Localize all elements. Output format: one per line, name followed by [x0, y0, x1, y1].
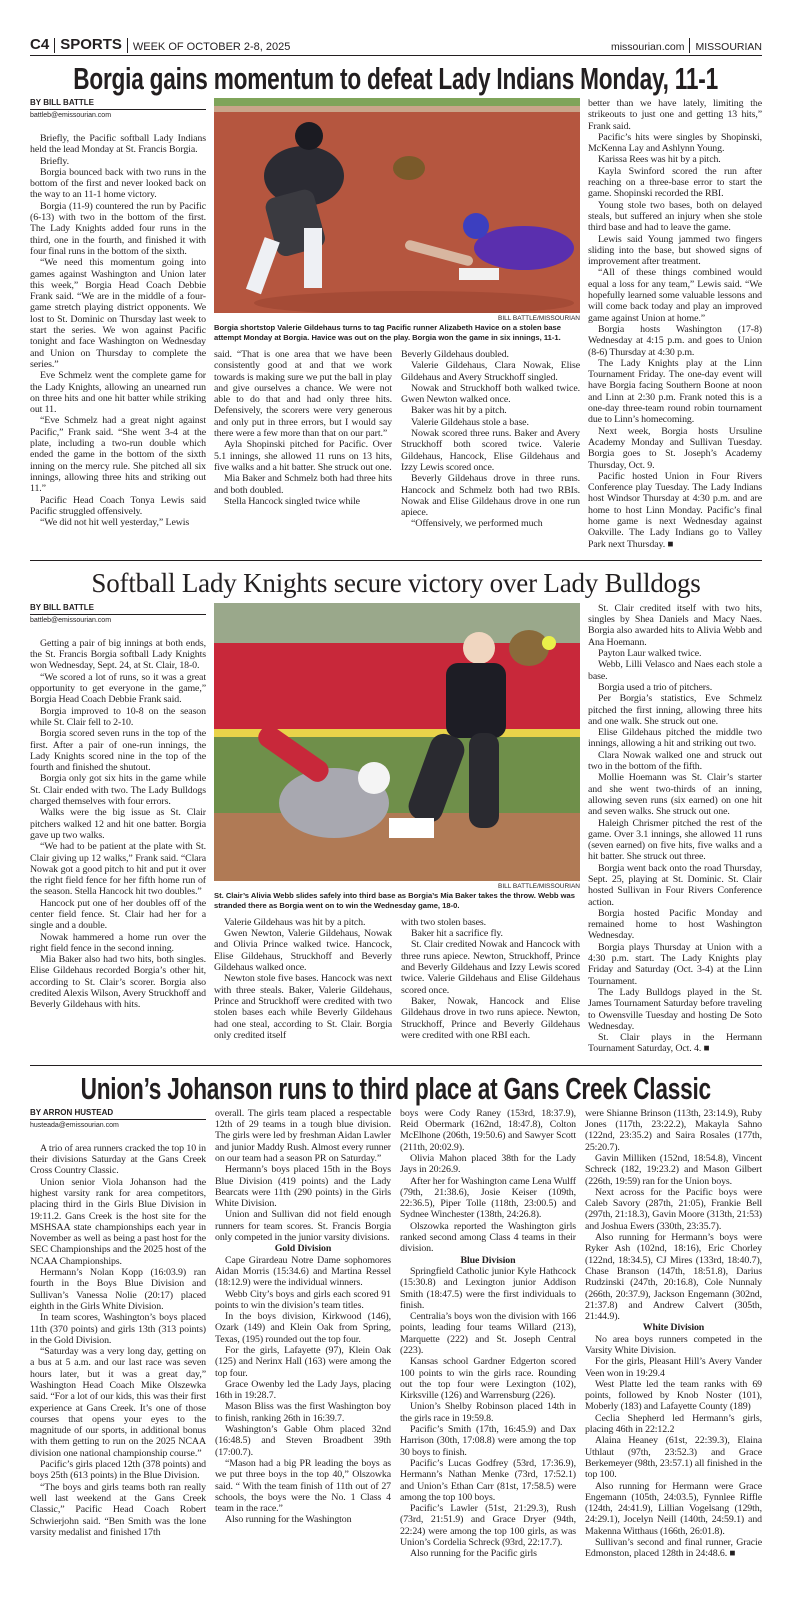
- left-column: [30, 1108, 206, 1538]
- paragraph: Mason Bliss was the first Washington boy to finish, ranking 26th in 16:39.7.: [215, 1401, 391, 1424]
- paragraph: Borgia (11-9) countered the run by Pacific (6-13) with two in the bottom of the first. The Lady Knights added four runs in the third, one in the fourth, and finished it with four final runs in the bottom of the sixth.: [30, 200, 206, 257]
- paragraph: Payton Laur walked twice.: [598, 648, 702, 660]
- paragraph: Pacific hosted Union in Four Rivers Conference play Tuesday. The Lady Indians host Windsor Thursday at 4:30 p.m. and are home to host Linn Monday. Pacific’s final home game is next Wednesday against Oakville. The Lady Indians go to Valley Park next Thursday. ■: [588, 470, 762, 550]
- left-column: [30, 603, 206, 1011]
- paragraph: Nowak hammered a home run over the right field fence in the second inning.: [30, 931, 206, 954]
- headline-text: Borgia gains momentum to defeat Lady Indians Monday, 11-1: [73, 61, 719, 96]
- article-column: [400, 1108, 576, 1560]
- paragraph: In the boys division, Kirkwood (146), Ozark (149) and Klein Oak from Spring, Texas, (195) rounded out the top four.: [215, 1311, 391, 1345]
- left-column: [30, 98, 206, 528]
- paragraph: Newton stole five bases. Hancock was next with three steals. Baker, Valerie Gildehaus, Prince and Struckhoff were credited with two stolen bases each while Beverly Gildehaus had one steal, according to St. Clair. Borgia only credited itself: [214, 973, 392, 1041]
- paragraph: Valerie Gildehaus, Clara Nowak, Elise Gildehaus and Avery Struckhoff singled.: [401, 360, 580, 383]
- article-column: [588, 603, 762, 1055]
- paragraph: Nowak and Struckhoff both walked twice. Gwen Newton walked once.: [401, 382, 580, 406]
- byline: [30, 98, 206, 119]
- paragraph: Union and Sullivan did not field enough runners for team scores. St. Francis Borgia only competed in the junior varsity divisions.: [215, 1209, 391, 1244]
- article-column: [214, 349, 392, 507]
- paragraph: Sullivan’s second and final runner, Gracie Edmonston, placed 128th in 24:48.6. ■: [585, 1537, 762, 1560]
- paragraph: Grace Owenby led the Lady Jays, placing 16th in 19:28.7.: [215, 1378, 391, 1402]
- paragraph: Olszowka reported the Washington girls ranked second among Class 4 teams in their division.: [400, 1220, 576, 1255]
- paragraph: Pacific’s girls placed 12th (378 points) and boys 25th (613 points) in the Blue Division.: [30, 1459, 206, 1482]
- headline: [30, 565, 762, 603]
- paragraph: were Shianne Brinson (113th, 23:14.9), Ruby Jones (117th, 23:22.2), Makayla Sahno (122nd, 23:35.2) and Saira Rosales (177th, 25:20.7).: [585, 1107, 762, 1153]
- paragraph: “We need this momentum going into games against Washington and Union later this week,” Borgia Head Coach Debbie Frank said. “We are in the middle of a four-game stretch playing district opponents. We lost to St. Dominic on Thursday last week to start the series. We won against Pacific tonight and face Washington on Wednesday and Union on Thursday to complete the series.”: [30, 257, 206, 370]
- paragraph: Borgia went back onto the road Thursday, Sept. 25, playing at St. Dominic. St. Clair hosted Sullivan in Four Rivers Conference action.: [588, 862, 762, 908]
- paragraph: “We did not hit well yesterday,” Lewis: [40, 517, 190, 529]
- softball-photo-illustration: [214, 603, 580, 881]
- article-column: [401, 349, 580, 530]
- header-right: [611, 38, 762, 53]
- photo-caption: St. Clair’s Alivia Webb slides safely into third base as Borgia’s Mia Baker takes the throw. Webb was stranded there as Borgia went on to win the Wednesday game, 18-0.: [214, 890, 575, 910]
- paragraph: boys were Cody Raney (153rd, 18:37.9), Reid Obermark (162nd, 18:47.8), Colton McElhone (206th, 19:50.6) and Sawyer Scott (211th, 20:02.9).: [400, 1107, 576, 1153]
- subhead: White Division: [642, 1322, 705, 1334]
- paragraph: Mia Baker and Schmelz both had three hits and both doubled.: [214, 473, 392, 496]
- paragraph: Baker was hit by a pitch.: [411, 405, 507, 417]
- paragraph: Ayla Shopinski pitched for Pacific. Over 5.1 innings, she allowed 11 runs on 13 hits, five walks and a hit batter. She struck out one.: [214, 439, 392, 473]
- section-divider: [30, 1065, 762, 1066]
- paragraph: Kansas school Gardner Edgerton scored 100 points to win the girls race. Rounding out the top four were Lexington (102), Kirksville (126) and Warrensburg (226).: [400, 1356, 576, 1402]
- paragraph: Clara Nowak walked one and struck out two in the bottom of the fifth.: [588, 749, 762, 773]
- subhead: Gold Division: [274, 1243, 332, 1255]
- paragraph: Olivia Mahon placed 38th for the Lady Jays in 20:26.9.: [400, 1152, 576, 1176]
- paragraph: The Lady Bulldogs played in the St. James Tournament Saturday before traveling to Owensville Tuesday and hosting De Soto Wednesday.: [588, 986, 762, 1032]
- author: BY BILL BATTLE: [30, 98, 206, 110]
- paragraph: After her for Washington came Lena Wulff (79th, 21:38.6), Josie Keiser (109th, 22:36.5), Piper Tolle (118th, 23:00.5) and Sydnee Winchester (138th, 24:26.8).: [400, 1175, 576, 1221]
- paragraph: Valerie Gildehaus stole a base.: [411, 416, 529, 428]
- paragraph: Eve Schmelz went the complete game for the Lady Knights, allowing an unearned run on three hits and one hit batter while striking out 11.: [30, 370, 206, 416]
- below-photo-columns: [214, 349, 580, 530]
- headline-text: Union’s Johanson runs to third place at Gans Creek Classic: [80, 1070, 712, 1106]
- article-gans-creek: [30, 1070, 762, 1560]
- paragraph: St. Clair plays in the Hermann Tournament Saturday, Oct. 4. ■: [588, 1032, 762, 1055]
- paragraph: Lewis said Young jammed two fingers sliding into the base, but showed signs of improvement after treatment.: [588, 233, 762, 268]
- paragraph: Hermann’s boys placed 15th in the Boys Blue Division (419 points) and the Lady Bearcats were 11th (290 points) in the Girls White Division.: [215, 1164, 391, 1210]
- paragraph: Pacific’s Lawler (51st, 21:29.3), Rush (73rd, 21:51.9) and Grace Dryer (94th, 22:24) were among the top 100 girls, as was Union’s Cordelia Schreck (93rd, 22:17.7).: [400, 1503, 576, 1549]
- photo-softball-slide: [214, 603, 580, 881]
- divider: [689, 38, 690, 53]
- paragraph: “Offensively, we performed much: [411, 518, 543, 530]
- paragraph: Hermann’s Nolan Kopp (16:03.9) ran fourth in the Boys Blue Division and Sullivan’s Vanessa Nolie (20:17) placed eighth in the Girls White Division.: [30, 1267, 206, 1312]
- paragraph: Nowak scored three runs. Baker and Avery Struckhoff both scored twice. Valerie Gildehaus, Hancock, Elise Gildehaus and Izzy Lewis scored once.: [401, 428, 580, 473]
- article-body: [30, 1108, 762, 1560]
- paragraph: Gavin Milliken (152nd, 18:54.8), Vincent Schreck (182, 19:23.2) and Mason Gilbert (226th, 19:59) ran for the Union boys.: [585, 1152, 762, 1187]
- paragraph: Baker hit a sacrifice fly.: [411, 928, 503, 940]
- paragraph: Young stole two bases, both on delayed steals, but suffered an injury when she stole third base and had to leave the game.: [588, 199, 762, 234]
- paragraph: “All of these things combined would equal a loss for any team,” Lewis said. “We hopefully learned some valuable lessons and will come back today and play an improved game against Union at home.”: [588, 267, 762, 324]
- headline-text: Softball Lady Knights secure victory over Lady Bulldogs: [91, 568, 701, 599]
- paragraph: Also running for the Washington: [225, 1514, 352, 1526]
- paragraph: Union’s Shelby Robinson placed 14th in the girls race in 19:59.8.: [400, 1401, 576, 1424]
- paragraph: said. “That is one area that we have been consistently good at and that we work towards is making sure we put the ball in play and give ourselves a chance. We were not able to do that and had only three hits. Defensively, the scorers were very generous and only put in three errors, but I would say there were a few more than that on our part.”: [214, 349, 392, 440]
- paragraph: Borgia hosts Washington (17-8) Wednesday at 4:15 p.m. and goes to Union (8-6) Thursday at 4:30 p.m.: [588, 323, 762, 358]
- paragraph: St. Clair credited itself with two hits, singles by Shea Daniels and Macy Naes. Borgia also awarded hits to Alivia Webb and Ana Hoemann.: [588, 602, 762, 648]
- paragraph: Borgia only got six hits in the game while St. Clair ended with two. The Lady Bulldogs charged themselves with four errors.: [30, 773, 206, 808]
- author: BY BILL BATTLE: [30, 603, 206, 615]
- paragraph: Webb City’s boys and girls each scored 91 points to win the division’s team titles.: [215, 1288, 391, 1311]
- author: BY ARRON HUSTEAD: [30, 1108, 206, 1120]
- byline: [30, 603, 206, 624]
- paragraph: Baker, Nowak, Hancock and Elise Gildehaus drove in two runs apiece. Newton, Struckhoff, Prince and Beverly Gildehaus were credited with one RBI each.: [401, 995, 580, 1041]
- paragraph: Borgia used a trio of pitchers.: [598, 681, 713, 693]
- paragraph: Beverly Gildehaus drove in three runs. Hancock and Schmelz both had two RBIs. Nowak and Elise Gildehaus drove in one run apiece.: [401, 473, 580, 519]
- paragraph: Cape Girardeau Notre Dame sophomores Aidan Morris (15:34.6) and Martina Ressel (18:12.9) were the individual winners.: [215, 1254, 391, 1289]
- paragraph: Borgia scored seven runs in the top of the first. After a pair of one-run innings, the Lady Knights scored nine in the top of the fourth and finished the shutout.: [30, 728, 206, 774]
- paragraph: “We had to be patient at the plate with St. Clair giving up 12 walks,” Frank said. “Clara Nowak got a good pitch to hit and put it over the right field fence for her fifth home run of the season. Stella Hancock hit two doubles.”: [30, 841, 206, 898]
- paragraph: West Platte led the team ranks with 69 points, followed by Knob Noster (101), Moberly (183) and Lafayette County (189): [585, 1378, 762, 1413]
- paragraph: Elise Gildehaus pitched the middle two innings, allowing a hit and striking out two.: [588, 727, 762, 750]
- paragraph: Getting a pair of big innings at both ends, the St. Francis Borgia softball Lady Knights won Wednesday, Sept. 24, at St. Clair, 18-0.: [30, 637, 206, 672]
- paragraph: Next across for the Pacific boys were Caleb Savory (287th, 21:05), Frankie Bell (297th, 21:18.3), Gavin Moore (313th, 21:53) and Joshua Ewers (330th, 23:35.7).: [585, 1186, 762, 1232]
- subhead: Blue Division: [460, 1254, 516, 1266]
- paragraph: “The boys and girls teams both ran really well last weekend at the Gans Creek Classic,” Pacific Head Coach Robert Schwierjohn said. “Ben Smith was the lone varsity medalist and finished 17th: [30, 1481, 206, 1538]
- paragraph: Briefly.: [40, 155, 69, 167]
- paragraph: Alaina Heaney (61st, 22:39.3), Elaina Uthlaut (97th, 23:52.3) and Grace Berkemeyer (98th, 23:57.1) all finished in the top 100.: [585, 1435, 762, 1481]
- below-photo-columns: [214, 917, 580, 1041]
- issue-date: WEEK OF OCTOBER 2-8, 2025: [132, 41, 291, 53]
- photo-credit: BILL BATTLE/MISSOURIAN: [498, 315, 580, 322]
- paragraph: Pacific Head Coach Tonya Lewis said Pacific struggled offensively.: [30, 494, 206, 517]
- paragraph: Pacific’s Lucas Godfrey (53rd, 17:36.9), Hermann’s Nathan Menke (73rd, 17:52.1) and Union’s Ethan Carr (81st, 17:58.5) were among the top 100 boys.: [400, 1457, 576, 1503]
- paragraph: In team scores, Washington’s boys placed 11th (370 points) and girls 13th (313 points) in the Gold Division.: [30, 1312, 206, 1346]
- paragraph: Borgia improved to 10-8 on the season while St. Clair fell to 2-10.: [30, 705, 206, 728]
- paragraph: For the girls, Pleasant Hill’s Avery Vander Veen won in 19:29.4: [585, 1356, 762, 1379]
- paragraph: Valerie Gildehaus was hit by a pitch.: [224, 916, 366, 928]
- paragraph: Also running for the Pacific girls: [410, 1548, 537, 1560]
- paragraph: Gwen Newton, Valerie Gildehaus, Nowak and Olivia Prince walked twice. Hancock, Elise Gildehaus, Struckhoff and Beverly Gildehaus walked once.: [214, 928, 392, 974]
- photo-softball-tag: [214, 98, 580, 313]
- paragraph: Per Borgia’s statistics, Eve Schmelz pitched the first inning, allowing three hits and one walk. She struck out one.: [588, 693, 762, 727]
- paragraph: Springfield Catholic junior Kyle Hathcock (15:30.8) and Lexington junior Addison Smith (18:47.5) were the first individuals to finish.: [400, 1265, 576, 1311]
- paragraph: Briefly, the Pacific softball Lady Indians held the lead Monday at St. Francis Borgia.: [30, 133, 206, 156]
- paragraph: “Mason had a big PR leading the boys as we put three boys in the top 40,” Olszowka said. “ With the team finish of 11th out of 27 schools, the boys were the No. 1 Class 4 team in the race.”: [215, 1457, 391, 1515]
- paragraph: Mollie Hoemann was St. Clair’s starter and she went two-thirds of an inning, allowing seven runs (six earned) on one hit and seven walks. She struck out one.: [588, 772, 762, 818]
- paragraph: Webb, Lilli Velasco and Naes each stole a base.: [588, 659, 762, 682]
- paragraph: Karissa Rees was hit by a pitch.: [598, 154, 721, 166]
- author-email[interactable]: husteada@emissourian.com: [30, 1121, 119, 1129]
- page-header: [30, 36, 762, 56]
- paragraph: Borgia hosted Pacific Monday and remained home to host Washington Wednesday.: [588, 907, 762, 942]
- article-column: [30, 638, 206, 1011]
- article-column: [30, 1143, 206, 1538]
- divider: [54, 38, 55, 53]
- article-borgia-stclair: [30, 565, 762, 1055]
- author-email[interactable]: battleb@emissourian.com: [30, 112, 112, 119]
- paragraph: A trio of area runners cracked the top 10 in their divisions Saturday at the Gans Creek Cross Country Classic.: [30, 1142, 206, 1177]
- article-body: [30, 98, 762, 550]
- paragraph: Also running for Hermann’s boys were Ryker Ash (102nd, 18:16), Eric Chorley (122nd, 18:34.5), CJ Mires (133rd, 18:40.7), Chase Branson (147th, 18:51.8), Darius Rudzinski (247th, 20:16.8), Cole Nunnaly (266th, 20:37.9), Jackson Engemann (302nd, 21:37.8) and Andrew Calvert (305th, 21:44.9).: [585, 1232, 762, 1323]
- paragraph: “Eve Schmelz had a great night against Pacific,” Frank said. “She went 3-4 at the plate, including a two-run double which ended the game in the bottom of the sixth inning on the mercy rule. She pitched all six innings, allowing three hits and striking out 11.”: [30, 415, 206, 495]
- paragraph: “Saturday was a very long day, getting on a bus at 5 a.m. and our last race was seven hours later, but it was a great day,” Washington Head Coach Mike Olszewka said. “For a lot of our kids, this was their first experience at Gans Creek. It’s one of those courses that opens your eyes to the magnitude of our sports, in additional bonus with them getting to run on the 2025 NCAA division one national championship course.”: [30, 1346, 206, 1459]
- paragraph: Also running for Hermann were Grace Engemann (105th, 24:03.5), Fynnlee Riffle (124th, 24:41.9), Lillian Vogelsang (129th, 24:29.1), Jocelyn Neill (140th, 24:59.1) and Makenna Witthaus (166th, 26:01.8).: [585, 1480, 762, 1537]
- article-column: [214, 917, 392, 1041]
- byline: [30, 1108, 206, 1129]
- article-column: [585, 1108, 762, 1560]
- paragraph: For the girls, Lafayette (97), Klein Oak (125) and Nerinx Hall (163) were among the top four.: [215, 1344, 391, 1379]
- site-link[interactable]: missourian.com: [610, 41, 685, 53]
- article-borgia-pacific: [30, 60, 762, 550]
- middle-area: [214, 603, 580, 1041]
- paragraph: “We scored a lot of runs, so it was a great opportunity to get everyone in the game,” Borgia Head Coach Debbie Frank said.: [30, 671, 206, 706]
- article-column: [588, 98, 762, 550]
- section-name: SPORTS: [60, 36, 122, 53]
- article-column: [215, 1108, 391, 1526]
- paragraph: Pacific’s Smith (17th, 16:45.9) and Dax Harrison (30th, 17:08.8) were among the top 30 boys to finish.: [400, 1424, 576, 1458]
- paragraph: Borgia plays Thursday at Union with a 4:30 p.m. start. The Lady Knights play Friday and Saturday (Oct. 3-4) at the Linn Tournament.: [588, 941, 762, 987]
- paragraph: Kayla Swinford scored the run after reaching on a three-base error to start the game. Shopinski recorded the RBI.: [588, 165, 762, 200]
- paragraph: The Lady Knights play at the Linn Tournament Friday. The one-day event will have Borgia facing Southern Boone at noon and Linn at 2:30 p.m. Frank noted this is a one-day three-team round robin tournament due to Linn’s homecoming.: [588, 357, 762, 426]
- paragraph: St. Clair credited Nowak and Hancock with three runs apiece. Newton, Struckhoff, Prince and Beverly Gildehaus and Izzy Lewis scored twice. Valerie Gildehaus and Elise Gildehaus scored once.: [401, 939, 580, 996]
- divider: [127, 38, 128, 53]
- paragraph: Hancock put one of her doubles off of the center field fence. St. Clair had her for a single and a double.: [30, 897, 206, 932]
- paragraph: Walks were the big issue as St. Clair pitchers walked 12 and hit one batter. Borgia gave up two walks.: [30, 807, 206, 841]
- page-number: C4: [30, 36, 50, 53]
- headline: [30, 1070, 762, 1108]
- paragraph: Haleigh Chrismer pitched the rest of the game. Over 3.1 innings, she allowed 11 runs (seven earned) on five hits, five walks and a hit batter. She struck out three.: [588, 817, 762, 863]
- paragraph: Borgia bounced back with two runs in the bottom of the first and never looked back on the way to an 11-1 home victory.: [30, 166, 206, 201]
- section-divider: [30, 560, 762, 561]
- paragraph: Washington’s Gable Ohm placed 32nd (16:48.5) and Steven Broadbent 39th (17:00.7).: [215, 1424, 391, 1458]
- paragraph: Mia Baker also had two hits, both singles. Elise Gildehaus recorded Borgia’s other hit, according to St. Clair’s scorer. Borgia also credited Alexis Wilson, Avery Struckhoff and Beverly Gildehaus with hits.: [30, 954, 206, 1011]
- article-column: [401, 917, 580, 1041]
- paragraph: Centralia’s boys won the division with 166 points, leading four teams Willard (213), Marquette (222) and St. Joseph Central (223).: [400, 1311, 576, 1356]
- article-body: [30, 603, 762, 1055]
- paper-name: MISSOURIAN: [695, 41, 762, 53]
- article-column: [30, 133, 206, 528]
- paragraph: better than we have lately, limiting the strikeouts to just one and getting 13 hits,” Frank said.: [588, 98, 762, 132]
- paragraph: Stella Hancock singled twice while: [224, 495, 360, 507]
- paragraph: with two stolen bases.: [401, 916, 487, 928]
- paragraph: Union senior Viola Johanson had the highest varsity rank for area competitors, placing third in the Girls Blue Division in 19:11.2. Gans Creek is the host site for the MSHSAA state championships each year in November as well as being a past host for the SEC Championships and the 2025 host of the NCAA Championships.: [30, 1176, 206, 1267]
- author-email[interactable]: battleb@emissourian.com: [30, 616, 112, 624]
- middle-area: [214, 98, 580, 530]
- paragraph: overall. The girls team placed a respectable 12th of 29 teams in a tough blue division. The girls were led by freshman Aidan Lawler and junior Maddy Rush. Almost every runner on our team had a season PR on Saturday.”: [215, 1107, 391, 1164]
- paragraph: Ceclia Shepherd led Hermann’s girls, placing 46th in 22:12.2: [585, 1412, 762, 1436]
- paragraph: Beverly Gildehaus doubled.: [401, 349, 509, 360]
- photo-credit: BILL BATTLE/MISSOURIAN: [498, 882, 580, 890]
- paragraph: Next week, Borgia hosts Ursuline Academy Monday and Sullivan Tuesday. Borgia goes to St. Joseph’s Academy Thursday, Oct. 9.: [588, 425, 762, 471]
- photo-caption: Borgia shortstop Valerie Gildehaus turns to tag Pacific runner Alizabeth Havice on a stolen base attempt Monday at Borgia. Havice was out on the play. Borgia won the game in six innings, 11-1.: [214, 323, 562, 342]
- paragraph: Pacific’s hits were singles by Shopinski, McKenna Lay and Ashlynn Young.: [588, 131, 762, 155]
- paragraph: No area boys runners competed in the Varsity White Division.: [585, 1333, 762, 1356]
- headline: [30, 60, 762, 98]
- softball-photo-illustration: [214, 98, 580, 313]
